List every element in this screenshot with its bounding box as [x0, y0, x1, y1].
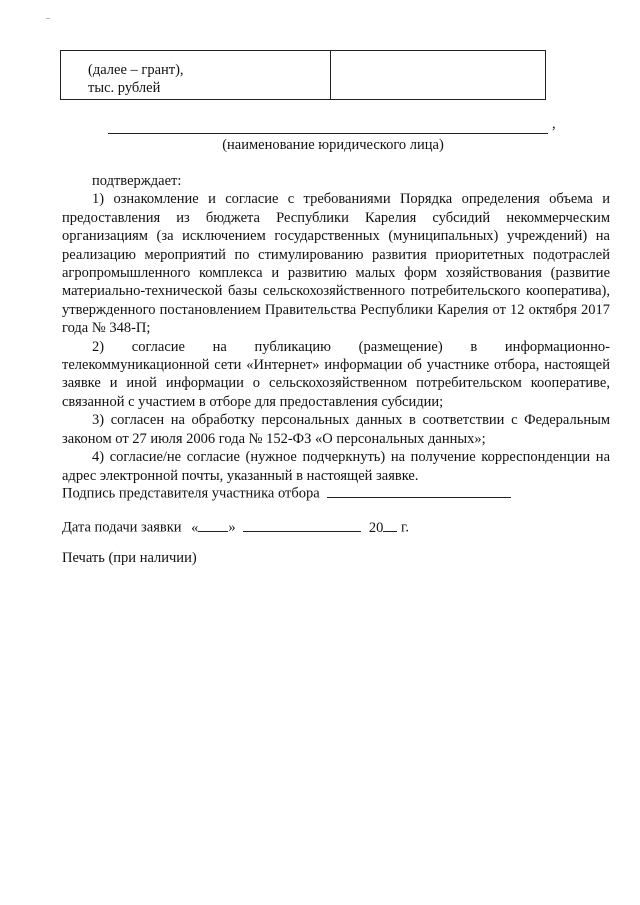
stamp-note: Печать (при наличии): [62, 550, 197, 566]
date-year-prefix: 20: [368, 519, 384, 536]
date-label: Дата подачи заявки: [62, 519, 182, 536]
table-cell-line-2: тыс. рублей: [88, 80, 161, 96]
confirmation-lead: подтверждает:: [92, 173, 182, 189]
table-cell-label: [61, 51, 331, 100]
signature-line: [62, 482, 511, 503]
date-month-blank: [243, 516, 361, 532]
date-close-quote: »: [228, 519, 236, 536]
table-row: [61, 51, 546, 100]
org-name-caption: (наименование юридического лица): [222, 137, 444, 153]
date-day-blank: [198, 516, 228, 532]
signature-blank: [327, 482, 511, 498]
confirmation-item-1: 1) ознакомление и согласие с требованиями Порядка определения объема и предоставления из бюджета Республики Карелия субсидий некоммерческим организациям (за исключением государственных (муниципальных) учреждений) на реализацию мероприятий по стимулированию развития приоритетных подотраслей агропромышленного комплекса и развитию малых форм хозяйствования (развитие материально-технической базы сельскохозяйственного потребительского кооператива), утвержденного постановлением Правительства Республики Карелия от 12 октября 2017 года № 348-П;: [62, 191, 610, 337]
date-year-blank: [383, 516, 397, 532]
table-cell-value: [330, 51, 545, 100]
org-name-blank-line: [108, 117, 548, 134]
table-cell-line-1: (далее – грант),: [88, 62, 184, 78]
scan-mark: [46, 18, 50, 19]
submission-date-line: [62, 516, 409, 537]
signature-label: Подпись представителя участника отбора: [62, 485, 320, 502]
org-name-comma: ,: [552, 116, 556, 132]
grant-table: [60, 50, 546, 100]
confirmation-item-3: 3) согласен на обработку персональных данных в соответствии с Федеральным законом от 27 июля 2006 года № 152-ФЗ «О персональных данных»;: [62, 412, 610, 447]
confirmation-item-4: 4) согласие/не согласие (нужное подчеркнуть) на получение корреспонденции на адрес электронной почты, указанный в настоящей заявке.: [62, 449, 610, 484]
confirmation-text: [62, 172, 610, 485]
date-open-quote: «: [191, 519, 199, 536]
confirmation-item-2: 2) согласие на публикацию (размещение) в информационно-телекоммуникационной сети «Интернет» информации об участнике отбора, настоящей заявке и иной информации о сельскохозяйственном потребительском кооперативе, связанной с участием в отборе для предоставления субсидии;: [62, 338, 610, 410]
date-year-suffix: г.: [401, 519, 409, 536]
